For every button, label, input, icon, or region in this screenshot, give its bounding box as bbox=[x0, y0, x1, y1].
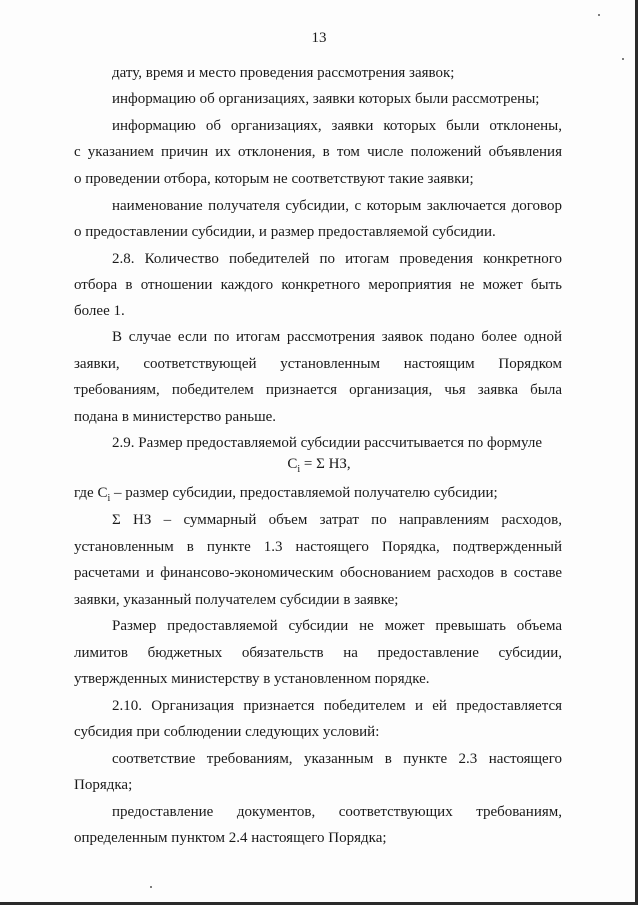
text-line: Σ НЗ – суммарный объем затрат по направлениям расходов, bbox=[112, 512, 562, 528]
text-line: о проведении отбора, которым не соответствуют такие заявки; bbox=[74, 171, 474, 187]
text-line: предоставление документов, соответствующих требованиям, bbox=[112, 804, 562, 820]
formula-definition-line bbox=[74, 484, 498, 508]
text-line: заявки, указанный получателем субсидии в заявке; bbox=[74, 592, 399, 608]
text-line: утвержденных министерству в установленном порядке. bbox=[74, 671, 430, 687]
scan-speck bbox=[598, 14, 600, 16]
text-line: более 1. bbox=[74, 303, 125, 319]
definition-subscript: i bbox=[107, 493, 111, 504]
text-line: Порядка; bbox=[74, 777, 133, 793]
text-line: 2.9. Размер предоставляемой субсидии рассчитывается по формуле bbox=[112, 435, 542, 451]
subsidy-formula bbox=[0, 456, 638, 475]
text-line: 2.10. Организация признается победителем и ей предоставляется bbox=[112, 698, 562, 714]
formula-lhs: С bbox=[287, 456, 298, 472]
text-line: лимитов бюджетных обязательств на предоставление субсидии, bbox=[74, 645, 562, 661]
text-line: требованиям, победителем признается организация, чья заявка была bbox=[74, 382, 562, 398]
definition-text: – размер субсидии, предоставляемой получателю субсидии; bbox=[110, 485, 498, 501]
text-line: 2.8. Количество победителей по итогам проведения конкретного bbox=[112, 251, 562, 267]
text-line: информацию об организациях, заявки которых были отклонены, bbox=[112, 118, 562, 134]
page-number: 13 bbox=[311, 30, 327, 46]
text-line: соответствие требованиям, указанным в пункте 2.3 настоящего bbox=[112, 751, 562, 767]
text-line: отбора в отношении каждого конкретного мероприятия не может быть bbox=[74, 277, 562, 293]
text-line: подана в министерство раньше. bbox=[74, 409, 277, 425]
text-line: наименование получателя субсидии, с которым заключается договор bbox=[112, 198, 562, 214]
text-line: о предоставлении субсидии, и размер предоставляемой субсидии. bbox=[74, 224, 496, 240]
text-line: заявки, соответствующей установленным настоящим Порядком bbox=[74, 356, 562, 372]
scan-speck bbox=[150, 886, 152, 888]
text-line: определенным пунктом 2.4 настоящего Порядка; bbox=[74, 830, 387, 846]
text-line: В случае если по итогам рассмотрения заявок подано более одной bbox=[112, 329, 562, 345]
text-line: дату, время и место проведения рассмотрения заявок; bbox=[112, 65, 455, 81]
scan-speck bbox=[622, 58, 624, 60]
formula-rhs: = Σ НЗ, bbox=[300, 456, 351, 472]
text-line: Размер предоставляемой субсидии не может превышать объема bbox=[112, 618, 562, 634]
formula-subscript: i bbox=[297, 464, 301, 475]
definition-prefix: где С bbox=[74, 485, 108, 501]
text-line: субсидия при соблюдении следующих условий: bbox=[74, 724, 380, 740]
text-line: информацию об организациях, заявки которых были рассмотрены; bbox=[112, 91, 540, 107]
text-line: расчетами и финансово-экономическим обоснованием расходов в составе bbox=[74, 565, 562, 581]
text-line: с указанием причин их отклонения, в том числе положений объявления bbox=[74, 144, 562, 160]
text-line: установленным в пункте 1.3 настоящего Порядка, подтвержденный bbox=[74, 539, 562, 555]
